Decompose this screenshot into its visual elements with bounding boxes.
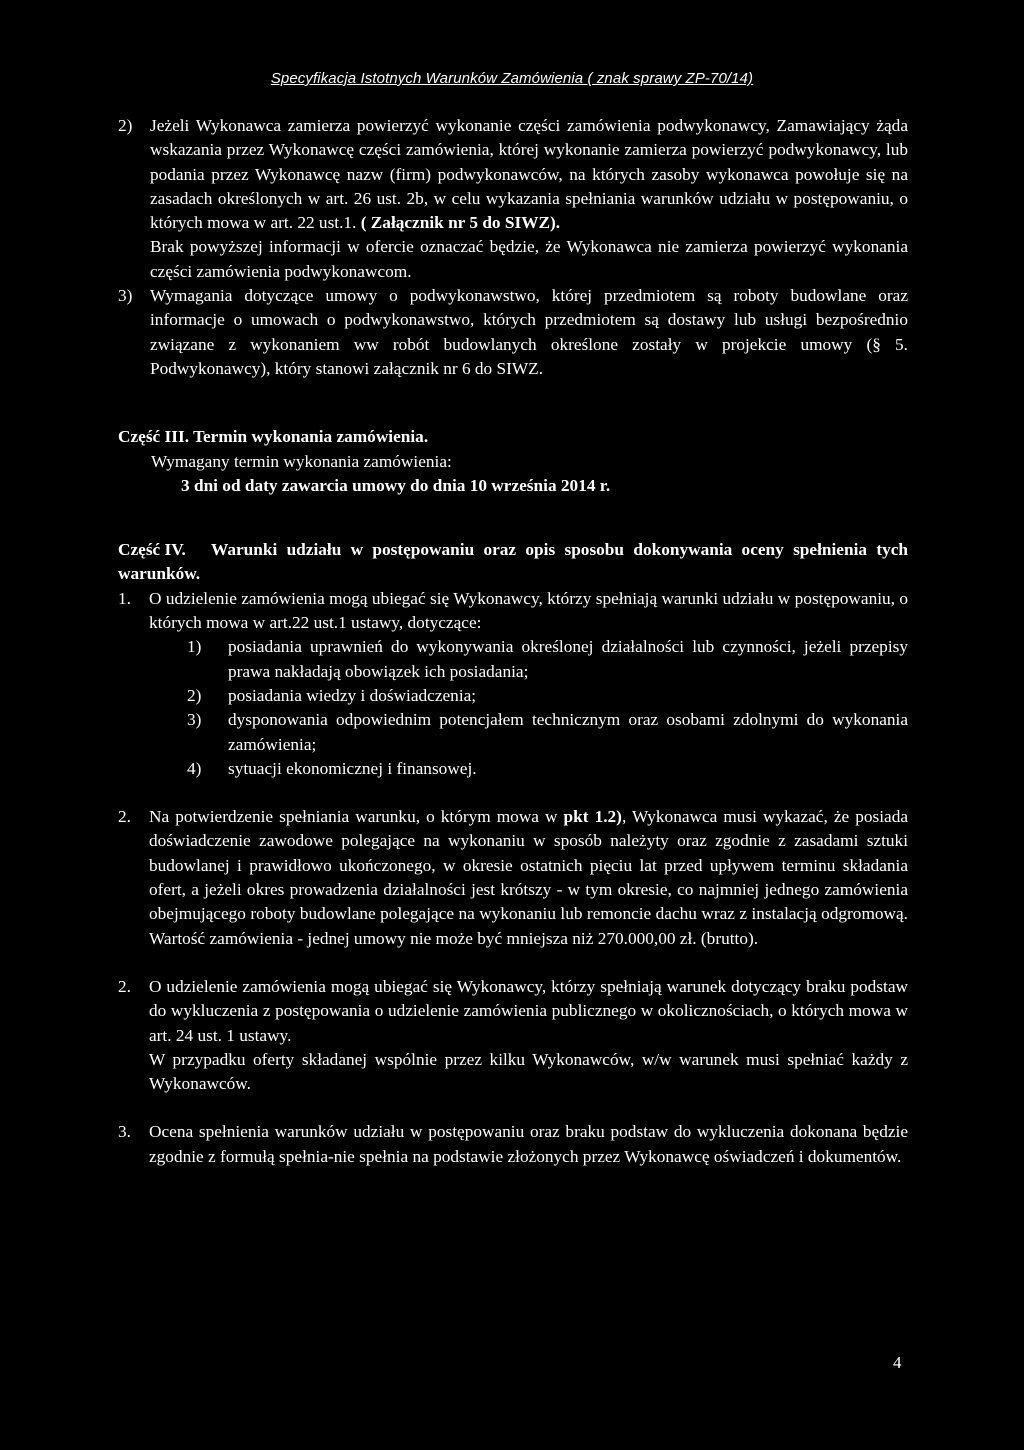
part-4-item-1: 1. O udzielenie zamówienia mogą ubiegać się Wykonawcy, którzy spełniają warunki udziału w postępowaniu, o których mowa w art.22 ust.1 ustawy, dotyczące: 1) posiadania uprawnień do wykonywania określonej działalności lub czynności, jeżeli przepisy prawa nakładają obowiązek ich posiadania; 2) posiadania wiedzy i doświadczenia; 3) dysponowania odpowiednim potencjałem technicznym oraz osobami zdolnymi do wykonania zamówienia; 4) sytuacji ekonomicznej i finansowej. [118,587,908,781]
part-3-term: 3 dni od daty zawarcia umowy do dnia 10 września 2014 r. [181,475,611,495]
sub-item-1: 1) posiadania uprawnień do wykonywania określonej działalności lub czynności, jeżeli przepisy prawa nakładają obowiązek ich posiadania; [187,637,908,681]
part-4-heading: Część IV. Warunki udziału w postępowaniu oraz opis sposobu dokonywania oceny spełnienia tych warunków. [118,540,908,584]
item-number: 2) [118,116,133,135]
part-4-section [118,538,908,1169]
part-3-section [118,425,908,498]
part-4-item-3: 3. Ocena spełnienia warunków udziału w postępowaniu oraz braku podstaw do wykluczenia dokonana będzie zgodnie z formułą spełnia-nie spełnia na podstawie złożonych przez Wykonawcę oświadczeń i dokumentów. [118,1122,908,1166]
list-item-2 [118,114,908,284]
part-3-subtitle: Wymagany termin wykonania zamówienia: [151,451,452,471]
item-note: Brak powyższej informacji w ofercie oznaczać będzie, że Wykonawca nie zamierza powierzyć wykonania części zamówienia podwykonawcom. [150,237,908,281]
item-text: Jeżeli Wykonawca zamierza powierzyć wykonanie części zamówienia podwykonawcy, Zamawiający żąda wskazania przez Wykonawcę części zamówienia, której wykonanie zamierza powierzyć podwykonawcy, lub podania przez Wykonawcę nazw (firm) podwykonawców, na których zasoby wykonawca powołuje się na zasadach określonych w art. 26 ust. 2b, w celu wykazania spełniania warunków udziału w postępowaniu, o których mowa w art. 22 ust.1. ( Załącznik nr 5 do SIWZ). [150,116,908,233]
sub-item-3: 3) dysponowania odpowiednim potencjałem technicznym oraz osobami zdolnymi do wykonania zamówienia; [187,710,908,754]
document-header: Specyfikacja Istotnych Warunków Zamówienia ( znak sprawy ZP-70/14) [270,70,754,87]
part-4-item-2: 2. Na potwierdzenie spełniania warunku, o którym mowa w pkt 1.2), Wykonawca musi wykazać, że posiada doświadczenie zawodowe polegające na wykonaniu w sposób należyty oraz zgodnie z zasadami sztuki budowlanej i prawidłowo ukończonego, w okresie ostatnich pięciu lat przed upływem terminu składania ofert, a jeżeli okres prowadzenia działalności jest krótszy - w tym okresie, co najmniej jednego zamówienia obejmującego roboty budowlane polegające na wykonaniu lub remoncie dachu wraz z instalacją odgromową. Wartość zamówienia - jednej umowy nie może być mniejsza niż 270.000,00 zł. (brutto). [118,807,909,948]
sub-item-2: 2) posiadania wiedzy i doświadczenia; [187,685,477,705]
page-number: 4 [893,1353,902,1372]
list-item-3 [118,284,908,381]
part-3-heading: Część III. Termin wykonania zamówienia. [118,427,429,447]
document-body [118,114,908,1169]
item-number: 3) [118,286,133,306]
attachment-reference: ( Załącznik nr 5 do SIWZ). [360,213,561,233]
part-4-item-2b: 2. O udzielenie zamówienia mogą ubiegać się Wykonawcy, którzy spełniają warunek dotyczący braku podstaw do wykluczenia z postępowania o udzielenie zamówienia publicznego w okolicznościach, o których mowa w art. 24 ust. 1 ustawy. W przypadku oferty składanej wspólnie przez kilku Wykonawców, w/w warunek musi spełniać każdy z Wykonawców. [118,976,908,1094]
sub-item-4: 4) sytuacji ekonomicznej i finansowej. [187,758,477,778]
item-text: Wymagania dotyczące umowy o podwykonawstwo, której przedmiotem są roboty budowlane oraz informacje o umowach o podwykonawstwo, których przedmiotem są dostawy lub usługi bezpośrednio związane z wykonaniem ww robót budowlanych określone zostały w projekcie umowy (§ 5. Podwykonawcy), który stanowi załącznik nr 6 do SIWZ. [150,286,908,378]
